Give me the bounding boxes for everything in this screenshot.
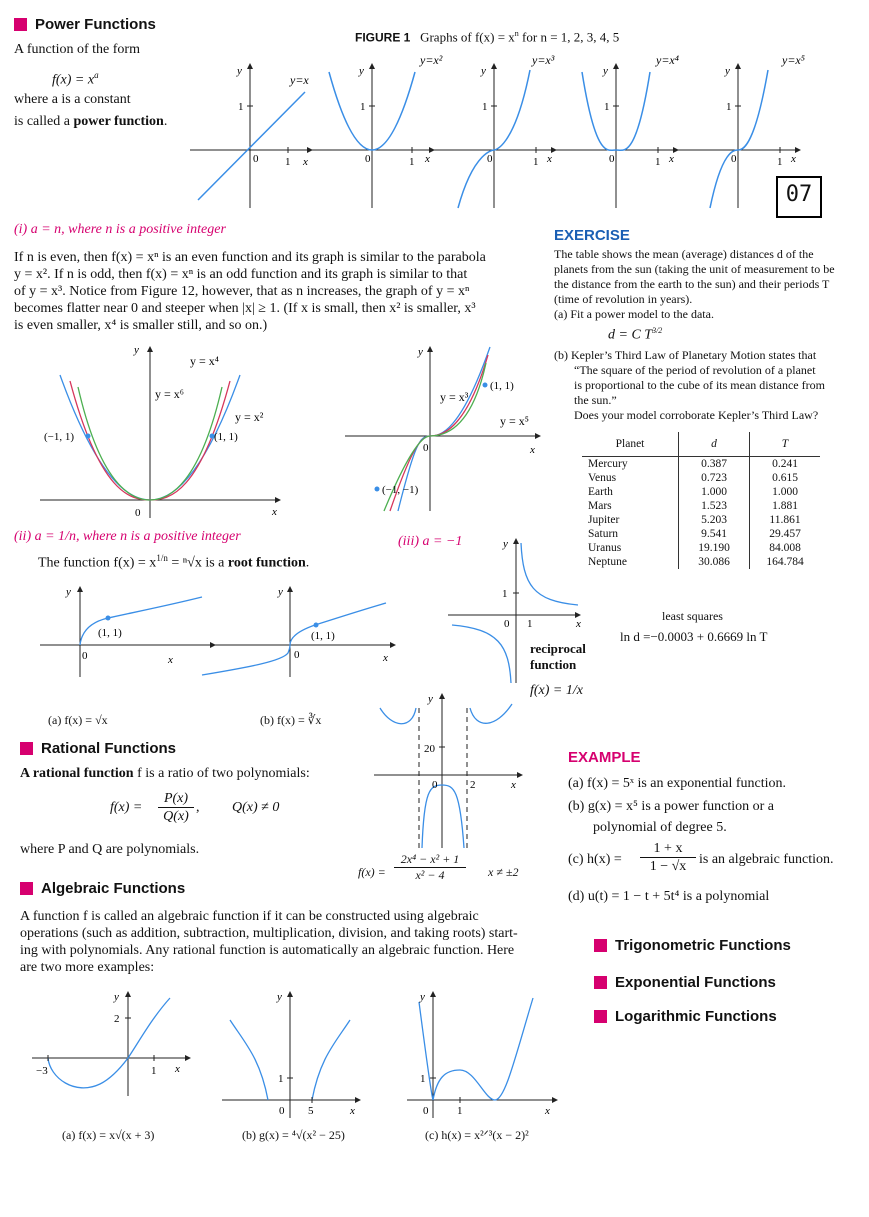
x-axis-label: x xyxy=(350,1105,355,1117)
section-marker-icon xyxy=(14,18,27,31)
logarithmic-functions-heading: Logarithmic Functions xyxy=(594,1008,777,1025)
tick-label: 1 xyxy=(238,101,244,113)
col-header-d: d xyxy=(679,432,750,457)
period-cell: 11.861 xyxy=(769,514,801,526)
exercise-heading: EXERCISE xyxy=(554,227,630,244)
tick-label: 5 xyxy=(308,1105,314,1117)
tick-label: 0 xyxy=(487,153,493,165)
rational-definition: A rational function f is a ratio of two polynomials: xyxy=(20,766,310,781)
x-axis-label: x xyxy=(303,156,308,168)
algebraic-caption-a: (a) f(x) = x√(x + 3) xyxy=(62,1128,155,1142)
table-row xyxy=(582,527,820,541)
planet-name-cell: Mars xyxy=(582,499,679,513)
period-cell: 1.881 xyxy=(772,500,798,512)
example-c-lhs: (c) h(x) = xyxy=(568,852,622,867)
example-b1: (b) g(x) = x⁵ is a power function or a xyxy=(568,799,774,814)
graph-y-x2 xyxy=(312,53,443,208)
tick-label: 1 xyxy=(285,156,291,168)
rational-graph-caption-fraction: 2x⁴ − x² + 1 x² − 4 xyxy=(394,852,466,883)
curve-label: y=x² xyxy=(420,53,443,67)
tick-label: 0 xyxy=(253,153,259,165)
x-axis-label: x xyxy=(425,153,430,165)
label-y-x5: y = x⁵ xyxy=(500,414,529,428)
tick-label: 1 xyxy=(533,156,539,168)
y-axis-label: y xyxy=(503,538,508,550)
y-axis-label: y xyxy=(428,693,433,705)
x-axis-label: x xyxy=(511,779,516,791)
x-axis-label: x xyxy=(669,153,674,165)
odd-powers-graph xyxy=(340,343,550,513)
distance-cell: 1.523 xyxy=(679,499,750,513)
x-axis-label: x xyxy=(547,153,552,165)
y-axis-label: y xyxy=(134,344,139,356)
period-cell: 0.615 xyxy=(772,472,798,484)
label-y-x6: y = x⁶ xyxy=(155,387,184,401)
cbrt-graph xyxy=(200,583,400,678)
algebraic-caption-c: (c) h(x) = x²ᐟ³(x − 2)² xyxy=(425,1128,529,1142)
distance-cell: 1.000 xyxy=(679,485,750,499)
x-axis-label: x xyxy=(383,652,388,664)
tick-label: 1 xyxy=(420,1073,426,1085)
exercise-part-b: (b) Kepler’s Third Law of Planetary Motion states that “The square of the period of revolution of a planet is proportional to the cube of its mean distance from the sun.” Does your model corroborate Kepler’s Third Law? xyxy=(554,348,825,422)
table-row xyxy=(582,499,820,513)
origin-label: 0 xyxy=(423,442,429,454)
x-axis-label: x xyxy=(530,444,535,456)
y-axis-label: y xyxy=(418,346,423,358)
case-ii-text: The function $f(x) = x^{1/n} = ^n√x$ is a root function. xyxy=(38,553,310,571)
origin-label: 0 xyxy=(504,618,510,630)
point-1-1: (1, 1) xyxy=(490,380,514,392)
origin-label: 0 xyxy=(294,649,300,661)
y-axis-label: y xyxy=(481,65,486,77)
y-axis-label: y xyxy=(603,65,608,77)
table-row xyxy=(582,513,820,527)
tick-label: 0 xyxy=(731,153,737,165)
algebraic-paragraph: A function f is called an algebraic function if it can be constructed using algebraic operations (such as addition, subtraction, multiplication, division, and taking roots) start- ing with polynomials. Any rational function is automatically an algebraic function. Here are two more examples: xyxy=(20,909,518,975)
table-row xyxy=(582,457,820,472)
period-cell: 1.000 xyxy=(772,486,798,498)
example-c-fraction: 1 + x 1 − √x xyxy=(640,840,696,875)
x-axis-label: x xyxy=(272,506,277,518)
y-axis-label: y xyxy=(237,65,242,77)
tick-label: 1 xyxy=(777,156,783,168)
tick-label: 1 xyxy=(604,101,610,113)
y-axis-label: y xyxy=(277,991,282,1003)
least-squares-equation: ln d =−0.0003 + 0.6669 ln T xyxy=(620,629,768,644)
y-axis-label: y xyxy=(66,586,71,598)
distance-cell: 0.387 xyxy=(679,457,750,472)
distance-cell: 9.541 xyxy=(679,527,750,541)
tick-label: 1 xyxy=(151,1065,157,1077)
x-axis-label: x xyxy=(545,1105,550,1117)
power-def: is called a power function. xyxy=(14,114,168,129)
even-powers-graph xyxy=(30,343,290,523)
planet-name-cell: Mercury xyxy=(582,457,679,472)
y-axis-label: y xyxy=(725,65,730,77)
power-where: where a is a constant xyxy=(14,92,131,107)
tick-label: 0 xyxy=(609,153,615,165)
rational-functions-heading: Rational Functions xyxy=(20,740,176,757)
algebraic-graph-c xyxy=(405,988,565,1123)
curve-label: y=x³ xyxy=(532,53,555,67)
distance-cell: 30.086 xyxy=(679,555,750,569)
tick-label: 1 xyxy=(726,101,732,113)
algebraic-graph-b xyxy=(220,988,370,1123)
page-number-badge: 07 xyxy=(776,176,822,218)
power-formula: $f(x) = x^a$ xyxy=(52,70,99,88)
graph-y-x4 xyxy=(556,53,679,208)
rational-where: where P and Q are polynomials. xyxy=(20,842,200,857)
origin-label: 0 xyxy=(432,779,438,791)
tick-label: 2 xyxy=(114,1013,120,1025)
y-axis-label: y xyxy=(420,991,425,1003)
section-marker-icon xyxy=(594,939,607,952)
planet-name-cell: Venus xyxy=(582,471,679,485)
distance-cell: 19.190 xyxy=(679,541,750,555)
algebraic-graph-a xyxy=(30,988,200,1098)
algebraic-caption-b: (b) g(x) = ⁴√(x² − 25) xyxy=(242,1128,345,1142)
section-marker-icon xyxy=(594,976,607,989)
tick-label: 1 xyxy=(409,156,415,168)
point-neg1-neg1: (−1, −1) xyxy=(382,484,419,496)
power-functions-heading: Power Functions xyxy=(14,16,156,33)
example-heading: EXAMPLE xyxy=(568,749,641,766)
curve-label: y=x xyxy=(290,73,309,87)
distance-cell: 0.723 xyxy=(679,471,750,485)
period-cell: 84.008 xyxy=(769,542,801,554)
case-ii-heading: (ii) a = 1/n, where n is a positive integer xyxy=(14,529,241,544)
trigonometric-functions-heading: Trigonometric Functions xyxy=(594,937,791,954)
planet-name-cell: Earth xyxy=(582,485,679,499)
origin-label: 0 xyxy=(82,650,88,662)
graph-y-x3 xyxy=(434,53,556,208)
y-axis-label: y xyxy=(359,65,364,77)
section-marker-icon xyxy=(20,882,33,895)
rational-graph-caption-cond: x ≠ ±2 xyxy=(488,865,519,879)
least-squares-label: least squares xyxy=(662,609,723,623)
period-cell: 0.241 xyxy=(772,458,798,470)
y-axis-label: y xyxy=(278,586,283,598)
x-axis-label: x xyxy=(791,153,796,165)
graph-y-x xyxy=(190,64,312,208)
example-c-rhs: is an algebraic function. xyxy=(699,852,834,867)
tick-label: 1 xyxy=(457,1105,463,1117)
col-header-planet: Planet xyxy=(582,432,679,457)
rational-fraction: P(x) Q(x) xyxy=(158,790,194,825)
point-1-1: (1, 1) xyxy=(311,630,335,642)
exponential-functions-heading: Exponential Functions xyxy=(594,974,776,991)
algebraic-functions-heading: Algebraic Functions xyxy=(20,880,185,897)
planet-name-cell: Neptune xyxy=(582,555,679,569)
y-axis-label: y xyxy=(114,991,119,1003)
tick-label: 1 xyxy=(360,101,366,113)
table-row xyxy=(582,555,820,569)
col-header-t: T xyxy=(750,432,821,457)
planet-name-cell: Saturn xyxy=(582,527,679,541)
table-row xyxy=(582,541,820,555)
section-marker-icon xyxy=(594,1010,607,1023)
tick-label: 0 xyxy=(423,1105,429,1117)
planet-name-cell: Uranus xyxy=(582,541,679,555)
tick-label: 1 xyxy=(502,588,508,600)
point-neg1-1: (−1, 1) xyxy=(44,431,75,443)
tick-label: 1 xyxy=(527,618,533,630)
x-axis-label: x xyxy=(175,1063,180,1075)
origin-label: 0 xyxy=(135,507,141,519)
sqrt-caption: (a) f(x) = √x xyxy=(48,713,108,727)
period-cell: 164.784 xyxy=(766,556,804,568)
tick-label: 1 xyxy=(482,101,488,113)
point-1-1: (1, 1) xyxy=(214,431,238,443)
case-i-heading: (i) a = n, where n is a positive integer xyxy=(14,222,226,237)
reciprocal-formula: f(x) = 1/x xyxy=(530,683,583,698)
curve-label: y=x⁵ xyxy=(782,53,805,67)
cbrt-caption: (b) f(x) = ∛x xyxy=(260,713,322,727)
sqrt-graph xyxy=(40,583,220,678)
tick-label: 0 xyxy=(365,153,371,165)
tick-label-20: 20 xyxy=(424,743,435,755)
case-iii-heading: (iii) a = −1 xyxy=(398,534,463,549)
table-row xyxy=(582,485,820,499)
rational-lhs: f(x) = xyxy=(110,800,143,815)
x-axis-label: x xyxy=(576,618,581,630)
tick-label-2: 2 xyxy=(470,779,476,791)
label-y-x3: y = x³ xyxy=(440,390,469,404)
planet-name-cell: Jupiter xyxy=(582,513,679,527)
planet-table xyxy=(582,432,820,569)
label-y-x4: y = x⁴ xyxy=(190,354,219,368)
tick-label: 0 xyxy=(279,1105,285,1117)
section-marker-icon xyxy=(20,742,33,755)
figure1-graphs xyxy=(190,50,830,210)
rational-condition: Q(x) ≠ 0 xyxy=(232,800,280,815)
point-1-1: (1, 1) xyxy=(98,627,122,639)
rational-graph-caption-lhs: f(x) = xyxy=(358,865,386,879)
distance-cell: 5.203 xyxy=(679,513,750,527)
table-header-row xyxy=(582,432,820,457)
case-i-paragraph: If n is even, then f(x) = xⁿ is an even function and its graph is similar to the parabola y = x². If n is odd, then f(x) = xⁿ is an odd function and its graph is similar to that of y = x³. Notice from Figure 12, however, that as n increases, the graph of y = xⁿ becomes flatter near 0 and steeper when |x| ≥ 1. (If x is small, then x² is smaller, x³ is even smaller, x⁴ is smaller still, and so on.) xyxy=(14,250,486,333)
period-cell: 29.457 xyxy=(769,528,801,540)
exercise-model: d = C $T^{3/2}$ xyxy=(608,326,663,343)
tick-label: 1 xyxy=(655,156,661,168)
figure1-caption: FIGURE 1 Graphs of $f(x) = x^n$ for n = 1, 2, 3, 4, 5 xyxy=(355,29,620,45)
table-row xyxy=(582,471,820,485)
example-d: (d) u(t) = 1 − t + 5t⁴ is a polynomial xyxy=(568,889,770,904)
tick-label: 1 xyxy=(278,1073,284,1085)
example-a: (a) f(x) = 5ˣ is an exponential function. xyxy=(568,776,786,791)
power-intro: A function of the form xyxy=(14,42,140,57)
x-axis-label: x xyxy=(168,654,173,666)
tick-label: −3 xyxy=(36,1065,48,1077)
rational-graph xyxy=(372,690,532,850)
curve-label: y=x⁴ xyxy=(656,53,679,67)
example-b2: polynomial of degree 5. xyxy=(593,820,727,835)
reciprocal-caption: reciprocal function xyxy=(530,641,586,672)
exercise-intro: The table shows the mean (average) distances d of the planets from the sun (taking the unit of measurement to be the distance from the earth to the sun) and their periods T (time of revolution in years). (a) Fit a power model to the data. xyxy=(554,247,835,321)
label-y-x2: y = x² xyxy=(235,410,264,424)
